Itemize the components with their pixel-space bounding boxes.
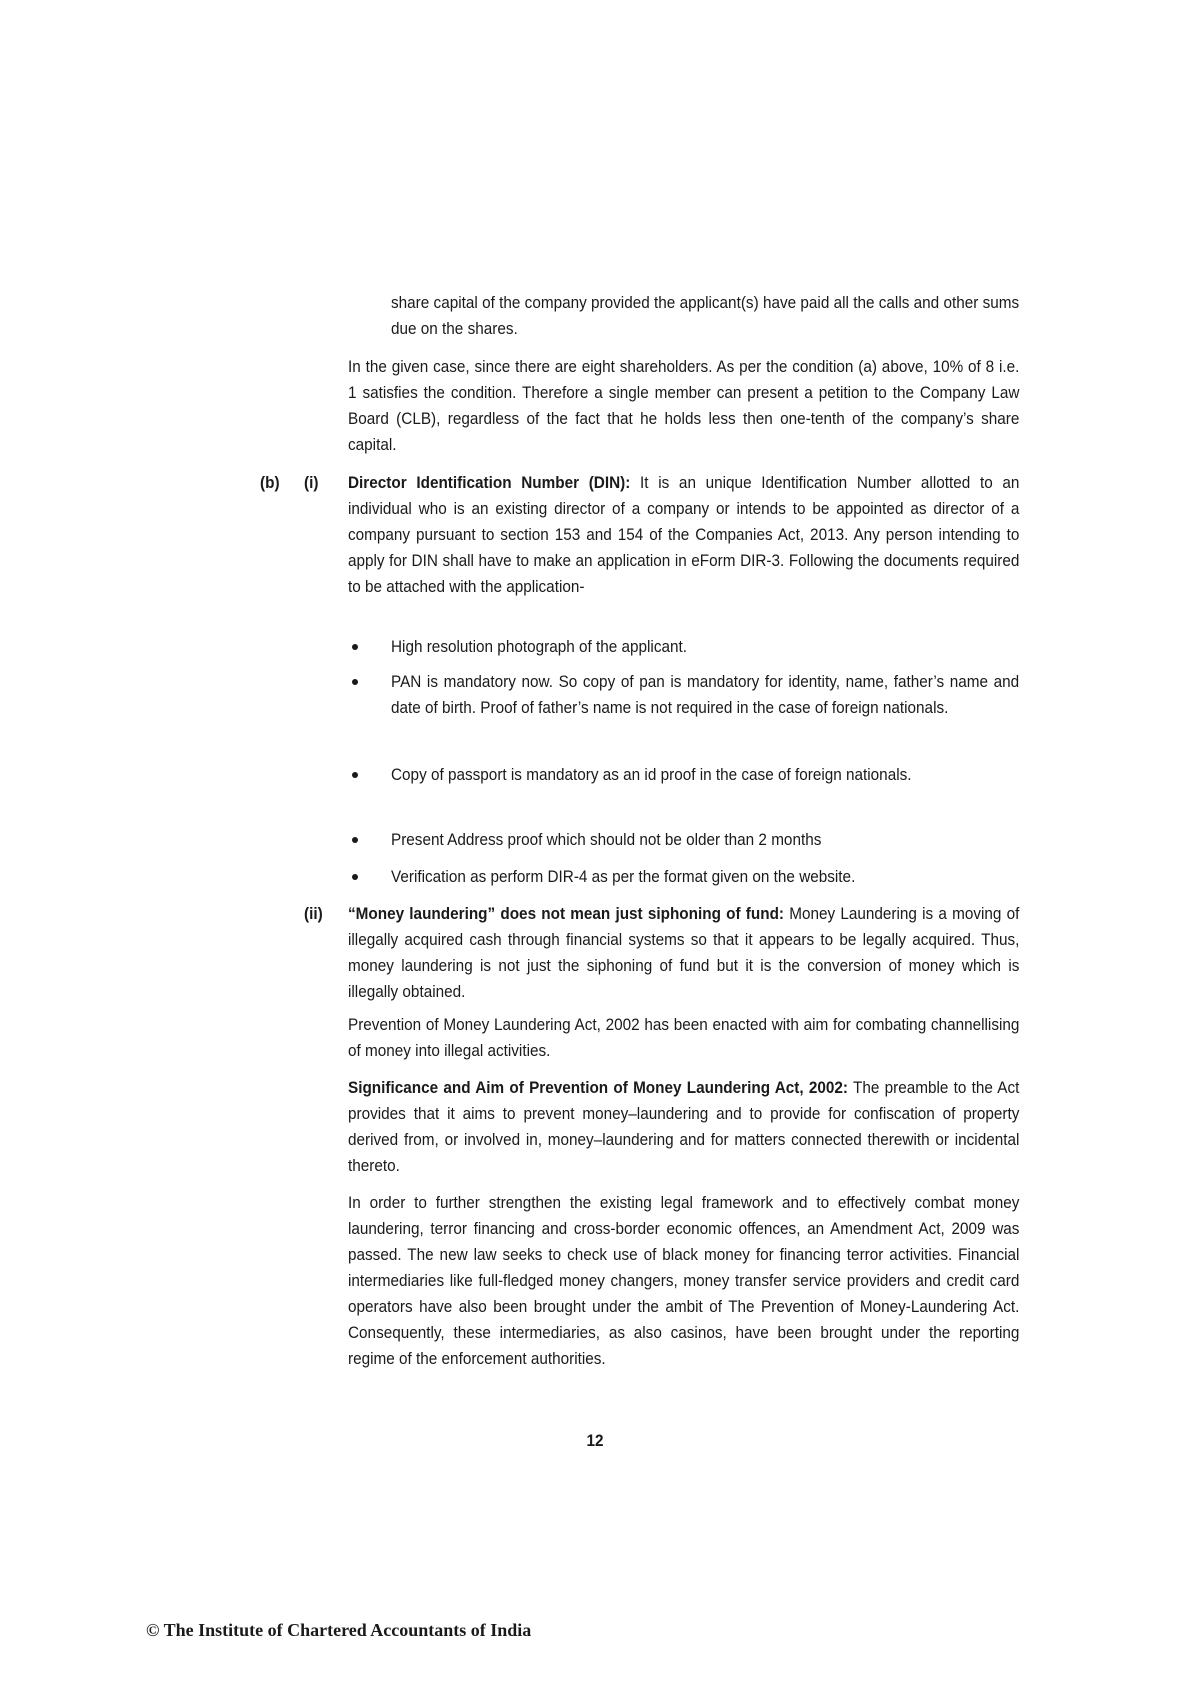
money-laundering-heading: “Money laundering” does not mean just siphoning of fund: — [348, 904, 785, 923]
din-text: It is an unique Identification Number allotted to an individual who is an existing director of a company or intends to be appointed as director of a company pursuant to section 153 and 154 of the Companies Act, 2013. Any person intending to apply for DIN shall have to make an application in eForm DIR-3. Following the documents required to be attached with the application- — [348, 473, 1020, 596]
given-case-paragraph: In the given case, since there are eight shareholders. As per the condition (a) above, 10% of 8 i.e. 1 satisfies the condition. Therefore a single member can present a petition to the Company Law Board (CLB), regardless of the fact that he holds less then one-tenth of the company’s share capital. — [348, 357, 1020, 454]
page-number: 12 — [586, 1431, 604, 1450]
money-laundering-text: Money Laundering is a moving of illegally acquired cash through financial systems so that it appears to be legally acquired. Thus, money laundering is not just the siphoning of fund but it is the conversion of money which is illegally obtained. — [348, 904, 1020, 1001]
bullet-icon — [352, 837, 358, 843]
list-item: PAN is mandatory now. So copy of pan is mandatory for identity, name, father’s name and date of birth. Proof of father’s name is not required in the case of foreign nationals. — [391, 672, 1020, 717]
money-laundering-paragraph — [348, 901, 1019, 1005]
significance-paragraph — [348, 1075, 1019, 1179]
din-paragraph — [348, 470, 1019, 600]
list-item: Verification as perform DIR-4 as per the format given on the website. — [391, 867, 856, 886]
significance-heading: Significance and Aim of Prevention of Money Laundering Act, 2002: — [348, 1078, 849, 1097]
din-heading: Director Identification Number (DIN): — [348, 473, 631, 492]
bullet-icon — [352, 772, 358, 778]
bullet-icon — [352, 644, 358, 650]
part-ii-label: (ii) — [304, 904, 323, 923]
list-item: Present Address proof which should not be older than 2 months — [391, 830, 822, 849]
amendment-paragraph: In order to further strengthen the existing legal framework and to effectively combat money laundering, terror financing and cross-border economic offences, an Amendment Act, 2009 was passed. The new law seeks to check use of black money for financing terror activities. Financial intermediaries like full-fledged money changers, money transfer service providers and credit card operators have also been brought under the ambit of The Prevention of Money-Laundering Act. Consequently, these intermediaries, as also casinos, have been brought under the reporting regime of the enforcement authorities. — [348, 1193, 1020, 1368]
part-i-label: (i) — [304, 473, 319, 492]
footer-copyright: © The Institute of Chartered Accountants of India — [146, 1620, 532, 1640]
significance-text: The preamble to the Act provides that it aims to prevent money–laundering and to provide for confiscation of property derived from, or involved in, money–laundering and for matters connected therewith or incidental thereto. — [348, 1078, 1020, 1175]
continuation-paragraph: share capital of the company provided the applicant(s) have paid all the calls and other sums due on the shares. — [391, 293, 1020, 338]
list-item: Copy of passport is mandatory as an id proof in the case of foreign nationals. — [391, 765, 912, 784]
list-item: High resolution photograph of the applicant. — [391, 637, 688, 656]
bullet-icon — [352, 874, 358, 880]
bullet-icon — [352, 679, 358, 685]
section-b-label: (b) — [260, 473, 280, 492]
pmla-paragraph: Prevention of Money Laundering Act, 2002 has been enacted with aim for combating channellising of money into illegal activities. — [348, 1015, 1020, 1060]
